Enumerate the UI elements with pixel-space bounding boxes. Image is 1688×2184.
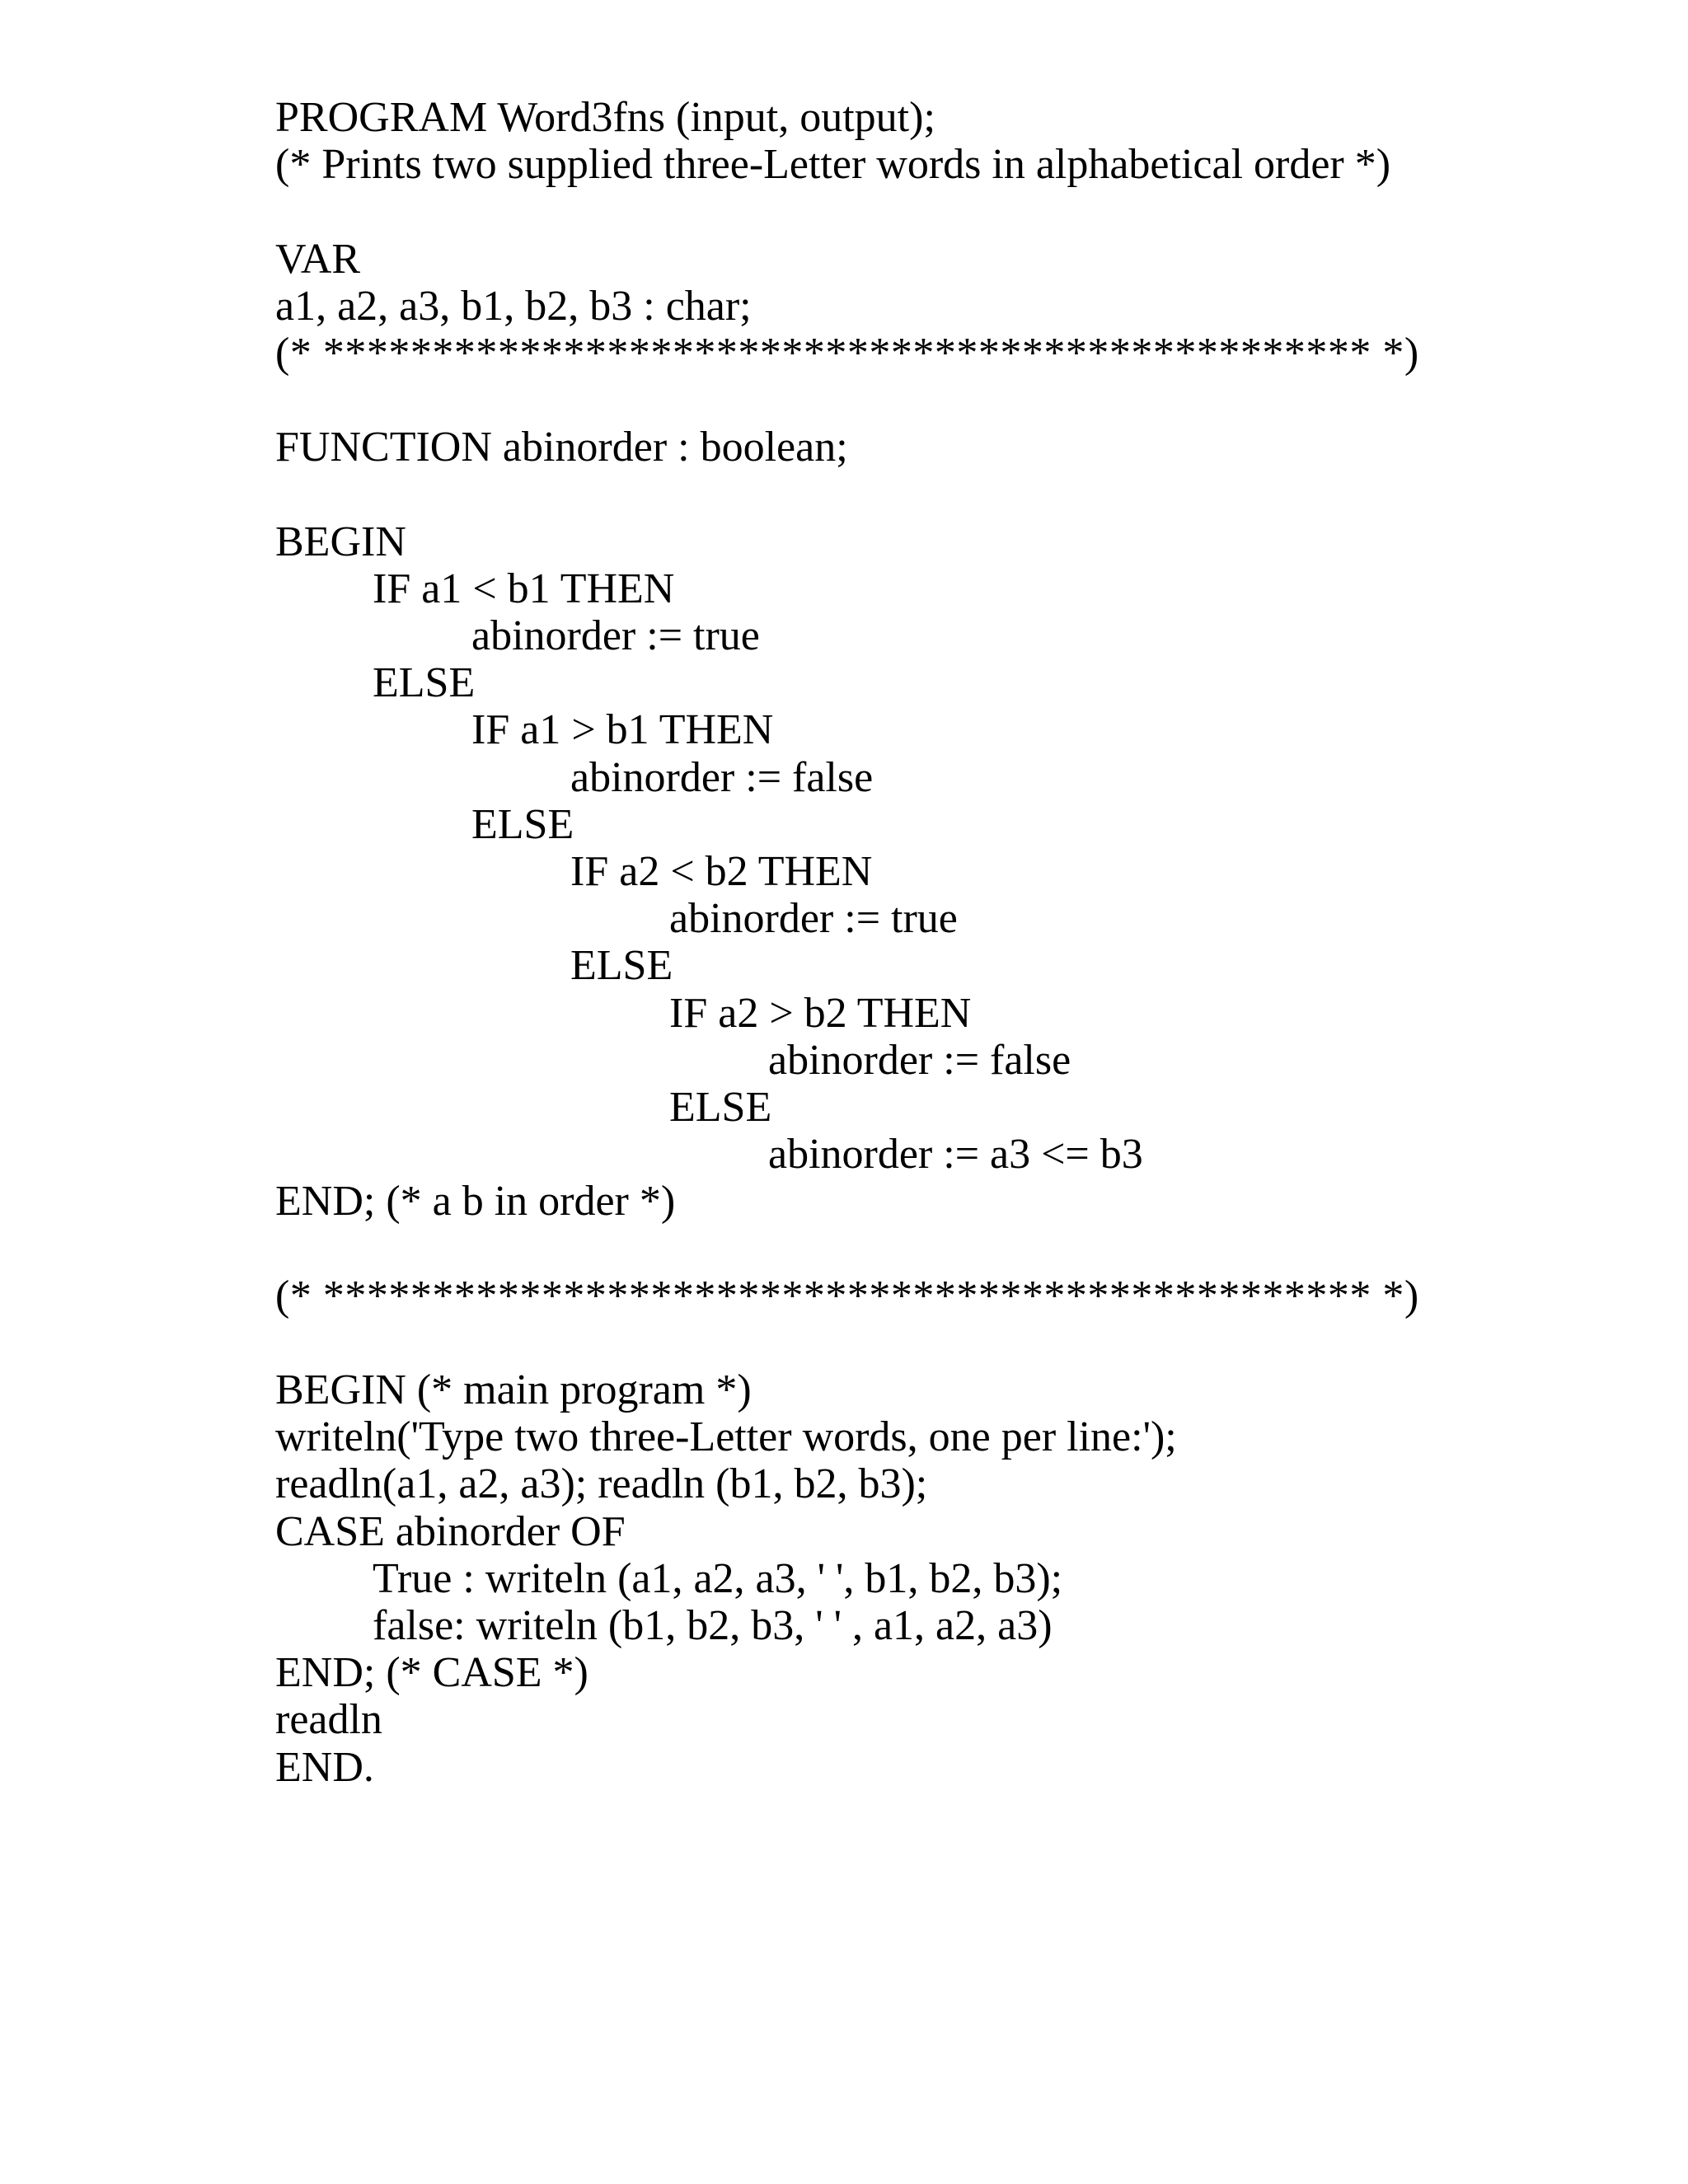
program-end: END. — [275, 1743, 374, 1791]
case-end: END; (* CASE *) — [275, 1649, 588, 1697]
blank-line — [275, 1226, 1594, 1272]
function-header: FUNCTION abinorder : boolean; — [275, 424, 848, 471]
case-statement: CASE abinorder OF — [275, 1507, 626, 1555]
blank-line — [275, 188, 1594, 235]
code-line: abinorder := true — [669, 895, 958, 943]
code-line: ELSE — [471, 800, 574, 848]
blank-line — [275, 1319, 1594, 1366]
code-line: readln(a1, a2, a3); readln (b1, b2, b3); — [275, 1460, 928, 1508]
var-declaration: a1, a2, a3, b1, b2, b3 : char; — [275, 282, 752, 330]
code-line: IF a2 < b2 THEN — [570, 848, 873, 895]
code-line: abinorder := false — [570, 753, 874, 801]
function-begin: BEGIN — [275, 518, 406, 565]
code-line: readln — [275, 1696, 382, 1744]
code-line: abinorder := true — [471, 612, 760, 660]
code-line: IF a1 < b1 THEN — [373, 565, 675, 612]
code-line: ELSE — [373, 659, 476, 707]
blank-line — [275, 377, 1594, 424]
function-end: END; (* a b in order *) — [275, 1178, 676, 1226]
separator-comment: (* ************************************************ *) — [275, 329, 1419, 377]
case-branch-false: false: writeln (b1, b2, b3, ' ' , a1, a2, a3) — [373, 1602, 1053, 1649]
blank-line — [275, 471, 1594, 518]
code-line: IF a1 > b1 THEN — [471, 706, 774, 754]
program-comment: (* Prints two supplied three-Letter words in alphabetical order *) — [275, 141, 1391, 189]
code-line: abinorder := a3 <= b3 — [768, 1131, 1143, 1179]
separator-comment: (* ************************************************ *) — [275, 1272, 1419, 1319]
main-begin: BEGIN (* main program *) — [275, 1366, 752, 1414]
program-header: PROGRAM Word3fns (input, output); — [275, 94, 935, 141]
code-line: ELSE — [570, 942, 673, 990]
code-line: ELSE — [669, 1083, 772, 1131]
var-keyword: VAR — [275, 235, 361, 283]
case-branch-true: True : writeln (a1, a2, a3, ' ', b1, b2, b3); — [373, 1554, 1063, 1602]
code-line: writeln('Type two three-Letter words, one per line:'); — [275, 1413, 1177, 1461]
pascal-source-code — [275, 94, 1594, 1791]
code-line: IF a2 > b2 THEN — [669, 989, 972, 1037]
code-line: abinorder := false — [768, 1036, 1071, 1084]
